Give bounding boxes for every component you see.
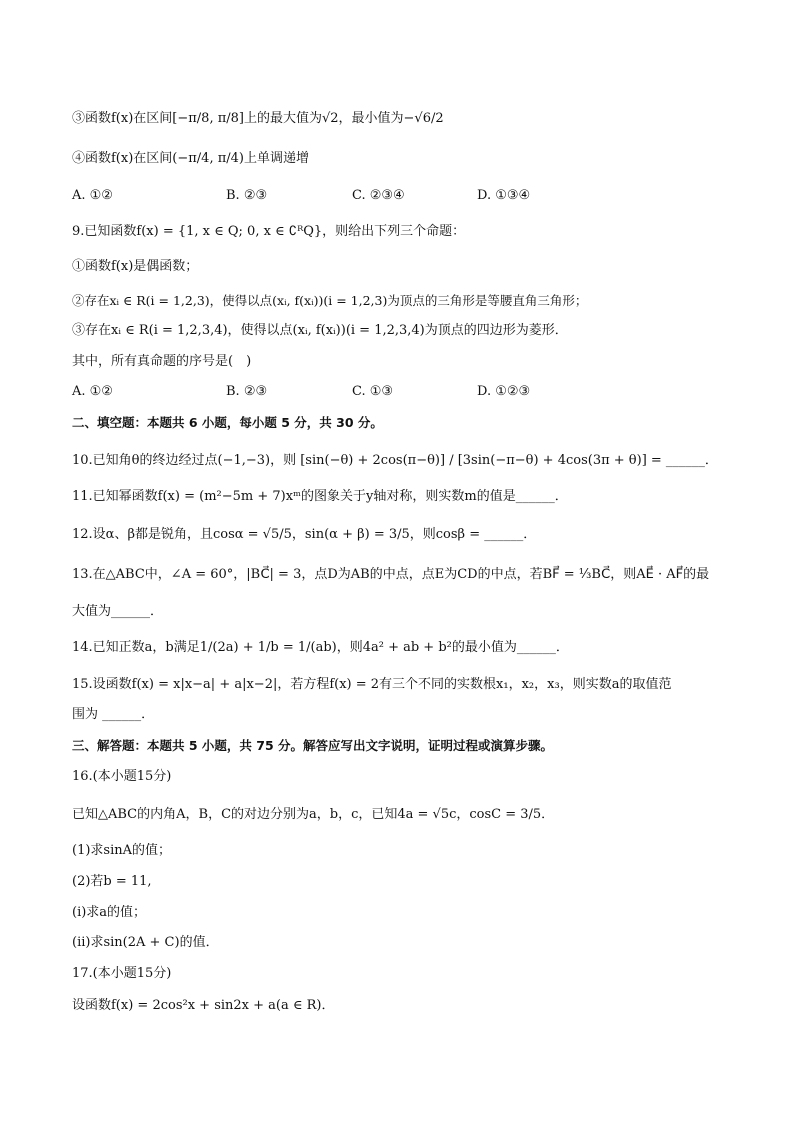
q16-part2: (2)若b = 11, bbox=[72, 874, 152, 889]
q11: 11.已知幂函数f(x) = (m²−5m + 7)xᵐ的图象关于y轴对称，则实数m的值是______． bbox=[72, 489, 568, 504]
q12: 12.设α、β都是锐角，且cosα = √5/5，sin(α + β) = 3/5，则cosβ = ______． bbox=[72, 527, 537, 542]
q9-ask: 其中，所有真命题的序号是( ) bbox=[72, 354, 252, 369]
q9-item1: ①函数f(x)是偶函数； bbox=[72, 259, 199, 274]
q16-part2ii: (ii)求sin(2A + C)的值． bbox=[72, 935, 219, 950]
q16-stem: 已知△ABC的内角A，B，C的对边分别为a，b，c，已知4a = √5c，cosC = 3/5． bbox=[72, 807, 555, 822]
q16-part2i: (i)求a的值； bbox=[72, 905, 147, 920]
q10: 10.已知角θ的终边经过点(−1,−3)，则 [sin(−θ) + 2cos(π−θ)] / [3sin(−π−θ) + 4cos(3π + θ)] = ______． bbox=[72, 453, 718, 468]
q13-line1: 13.在△ABC中，∠A = 60°，|BC⃗| = 3，点D为AB的中点，点E为CD的中点，若BF⃗ = ⅓BC⃗，则AE⃗ · AF⃗的最 bbox=[72, 567, 710, 582]
q14: 14.已知正数a，b满足1/(2a) + 1/b = 1/(ab)，则4a² + ab + b²的最小值为______． bbox=[72, 640, 569, 655]
q9-option-b: B. ②③ bbox=[226, 384, 268, 399]
q9-item3: ③存在xᵢ ∈ R(i = 1,2,3,4)，使得以点(xᵢ, f(xᵢ))(i = 1,2,3,4)为顶点的四边形为菱形． bbox=[72, 323, 568, 338]
q8-item4: ④函数f(x)在区间(−π/4, π/4)上单调递增 bbox=[72, 151, 309, 166]
q15-line1: 15.设函数f(x) = x|x−a| + a|x−2|，若方程f(x) = 2有三个不同的实数根x₁，x₂，x₃，则实数a的取值范 bbox=[72, 677, 672, 692]
q9-stem: 9.已知函数f(x) = {1, x ∈ Q; 0, x ∈ ∁ᴿQ}，则给出下列三个命题： bbox=[72, 224, 466, 239]
section2-heading: 二、填空题：本题共 6 小题，每小题 5 分，共 30 分。 bbox=[72, 415, 383, 430]
q8-option-c: C. ②③④ bbox=[352, 188, 405, 203]
q9-option-a: A. ①② bbox=[72, 384, 113, 399]
q9-item2: ②存在xᵢ ∈ R(i = 1,2,3)，使得以点(xᵢ, f(xᵢ))(i = 1,2,3)为顶点的三角形是等腰直角三角形； bbox=[72, 293, 588, 308]
section3-heading: 三、解答题：本题共 5 小题，共 75 分。解答应写出文字说明，证明过程或演算步骤。 bbox=[72, 738, 554, 753]
q8-option-d: D. ①③④ bbox=[477, 188, 531, 203]
q17-stem: 设函数f(x) = 2cos²x + sin2x + a(a ∈ R)． bbox=[72, 998, 335, 1013]
q9-option-d: D. ①②③ bbox=[477, 384, 531, 399]
q17-header: 17.(本小题15分) bbox=[72, 966, 172, 981]
q13-line2: 大值为______． bbox=[72, 604, 164, 619]
q9-option-c: C. ①③ bbox=[352, 384, 394, 399]
q16-part1: (1)求sinA的值； bbox=[72, 843, 172, 858]
q15-line2: 围为 ______． bbox=[72, 707, 155, 722]
q8-item3: ③函数f(x)在区间[−π/8, π/8]上的最大值为√2，最小值为−√6/2 bbox=[72, 111, 444, 126]
q8-option-b: B. ②③ bbox=[226, 188, 268, 203]
q8-option-a: A. ①② bbox=[72, 188, 113, 203]
q16-header: 16.(本小题15分) bbox=[72, 769, 172, 784]
